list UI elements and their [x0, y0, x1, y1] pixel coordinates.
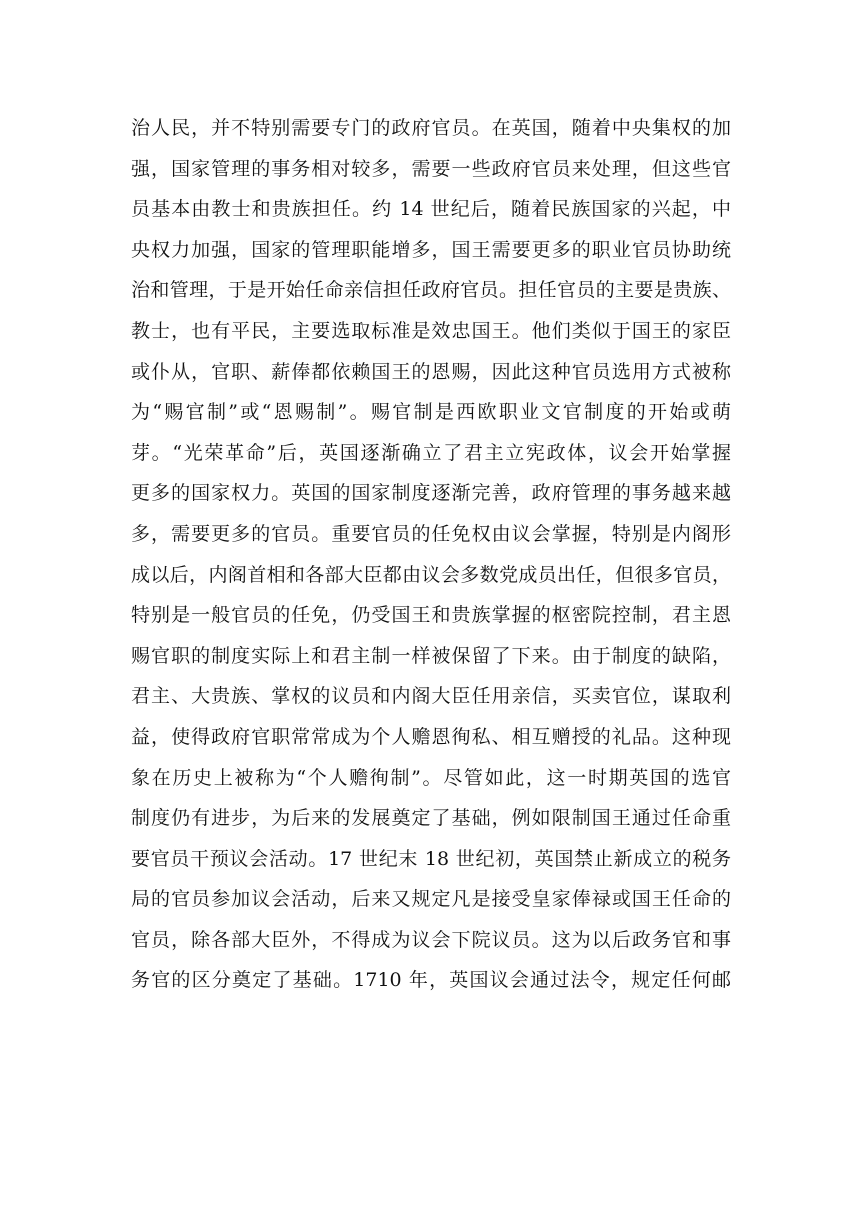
- text-line: 芽。“光荣革命”后，英国逐渐确立了君主立宪政体，议会开始掌握: [131, 441, 731, 464]
- text-line: 君主、大贵族、掌权的议员和内阁大臣任用亲信，买卖官位，谋取利: [131, 685, 731, 708]
- text-line: 益，使得政府官职常常成为个人赡恩徇私、相互赠授的礼品。这种现: [131, 725, 731, 748]
- text-line: 为“赐官制”或“恩赐制”。赐官制是西欧职业文官制度的开始或萌: [131, 401, 731, 424]
- text-line: 治人民，并不特别需要专门的政府官员。在英国，随着中央集权的加: [131, 117, 731, 139]
- text-line: 员基本由教士和贵族担任。约 14 世纪后，随着民族国家的兴起，中: [131, 198, 731, 221]
- text-line: 多，需要更多的官员。重要官员的任免权由议会掌握，特别是内阁形: [131, 522, 731, 545]
- text-line: 或仆从，官职、薪俸都依赖国王的恩赐，因此这种官员选用方式被称: [131, 360, 731, 383]
- text-line: 赐官职的制度实际上和君主制一样被保留了下来。由于制度的缺陷，: [131, 644, 731, 667]
- text-line: 教士，也有平民，主要选取标准是效忠国王。他们类似于国王的家臣: [131, 319, 731, 342]
- text-line: 局的官员参加议会活动，后来又规定凡是接受皇家俸禄或国王任命的: [131, 888, 731, 911]
- text-line: 治和管理，于是开始任命亲信担任政府官员。担任官员的主要是贵族、: [131, 279, 731, 302]
- text-line: 制度仍有进步，为后来的发展奠定了基础，例如限制国王通过任命重: [131, 807, 731, 830]
- text-line: 强，国家管理的事务相对较多，需要一些政府官员来处理，但这些官: [131, 157, 731, 180]
- text-line: 特别是一般官员的任免，仍受国王和贵族掌握的枢密院控制，君主恩: [131, 604, 731, 627]
- text-line: 象在历史上被称为“个人赡徇制”。尽管如此，这一时期英国的选官: [131, 766, 731, 789]
- body-text: [131, 108, 731, 1001]
- text-line: 央权力加强，国家的管理职能增多，国王需要更多的职业官员协助统: [131, 238, 731, 261]
- text-line: 务官的区分奠定了基础。1710 年，英国议会通过法令，规定任何邮: [131, 969, 731, 992]
- text-line: 成以后，内阁首相和各部大臣都由议会多数党成员出任，但很多官员，: [131, 563, 731, 586]
- text-line: 官员，除各部大臣外，不得成为议会下院议员。这为以后政务官和事: [131, 928, 731, 951]
- text-line: 要官员干预议会活动。17 世纪末 18 世纪初，英国禁止新成立的税务: [131, 847, 731, 870]
- text-line: 更多的国家权力。英国的国家制度逐渐完善，政府管理的事务越来越: [131, 482, 731, 505]
